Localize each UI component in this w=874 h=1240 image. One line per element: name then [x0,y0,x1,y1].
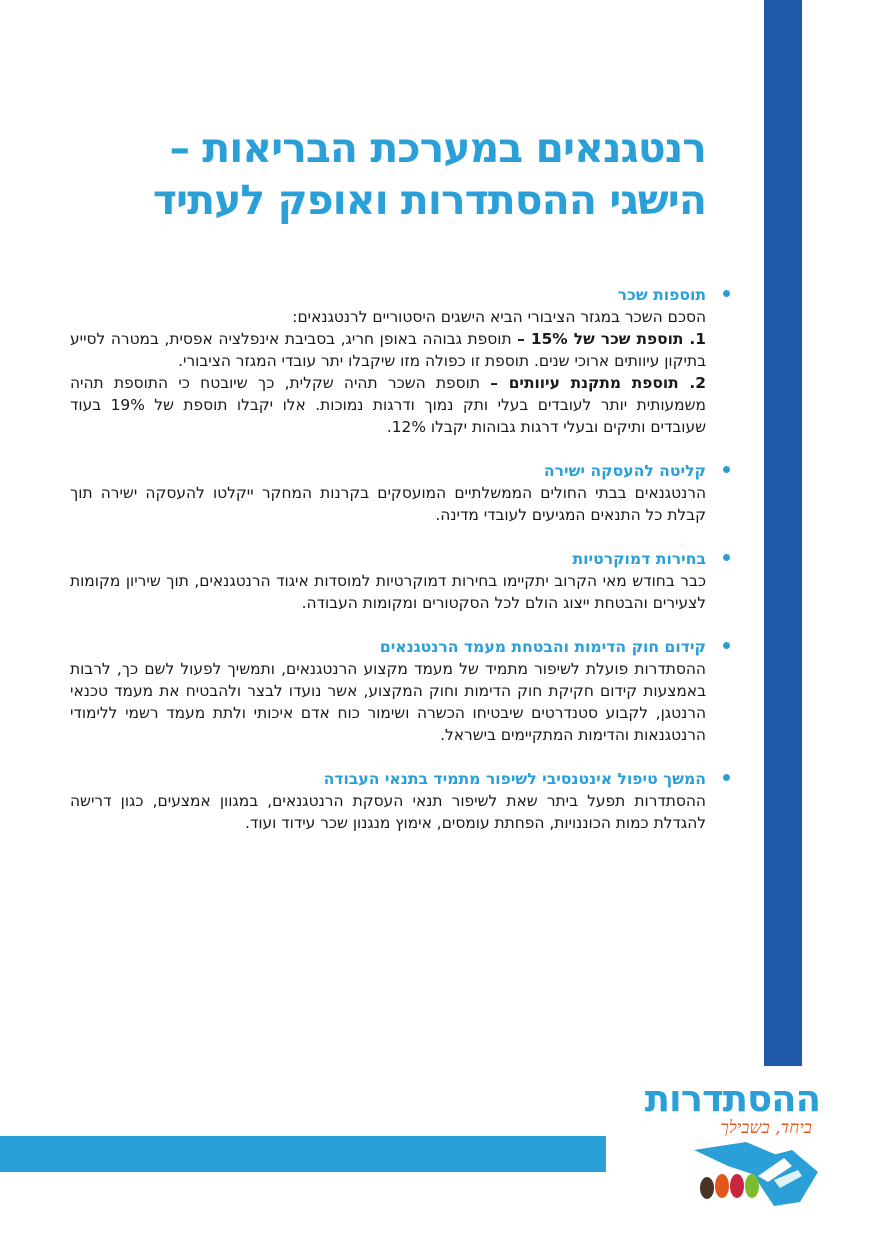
section-heading: בחירות דמוקרטיות [70,548,706,570]
title-line-1: רנטגנאים במערכת הבריאות – [169,124,706,172]
section-text: ההסתדרות תפעל ביתר שאת לשיפור תנאי העסקת הרנטגנאים, במגוון אמצעים, כגון דרישה להגדלת כמות הכוננויות, הפחתת עומסים, אימוץ מנגנון שכר עידוד ועוד. [70,792,706,832]
page-title [66,122,706,226]
section-imaging-law [70,636,706,746]
bullet-icon [723,554,730,561]
side-accent-bar [764,0,802,1066]
section-heading: קליטה להעסקה ישירה [70,460,706,482]
histadrut-logo [620,1078,820,1208]
logo-slogan: ביחד, בשבילך [720,1118,812,1138]
title-line-2: הישגי ההסתדרות ואופק לעתיד [152,176,706,224]
bullet-icon [723,466,730,473]
section-text: הרנטגנאים בבתי החולים הממשלתיים המועסקים בקרנות המחקר ייקלטו להעסקה ישירה תוך קבלת כל התנאים המגיעים לעובדי מדינה. [70,484,706,524]
content-body [70,284,706,856]
section-elections [70,548,706,614]
section-salary [70,284,706,438]
logo-name: ההסתדרות [644,1077,820,1120]
section-heading: תוספות שכר [70,284,706,306]
section-heading: המשך טיפול אינטנסיבי לשיפור מתמיד בתנאי העבודה [70,768,706,790]
section-item-1: 1. תוספת שכר של 15% – תוספת גבוהה באופן חריג, בסביבת אינפלציה אפסית, במטרה לסייע בתיקון עיוותים ארוכי שנים. תוספת זו כפולה מזו שיקבלו יתר עובדי המגזר הציבורי. [70,330,706,370]
section-heading: קידום חוק הדימות והבטחת מעמד הרנטגנאים [70,636,706,658]
section-text: כבר בחודש מאי הקרוב יתקיימו בחירות דמוקרטיות למוסדות איגוד הרנטגנאים, תוך שיריון מקומות לצעירים והבטחת ייצוג הולם לכל הסקטורים ומקומות העבודה. [70,572,706,612]
section-intro: הסכם השכר במגזר הציבורי הביא הישגים היסטוריים לרנטגנאים: [292,308,706,326]
bottom-accent-bar [0,1136,606,1172]
bullet-icon [723,290,730,297]
section-direct-employment [70,460,706,526]
section-item-2: 2. תוספת מתקנת עיוותים – תוספת השכר תהיה שקלית, כך שיובטח כי התוספת תהיה משמעותית יותר לעובדים בעלי ותק נמוך ודרגות נמוכות. אלו יקבלו תוספת של 19% בעוד שעובדים ותיקים ובעלי דרגות גבוהות יקבלו 12%. [70,374,706,436]
bullet-icon [723,774,730,781]
bullet-icon [723,642,730,649]
fingers-icon [698,1166,768,1202]
section-work-conditions [70,768,706,834]
section-text: ההסתדרות פועלת לשיפור מתמיד של מעמד מקצוע הרנטגנאים, ותמשיך לפעול לשם כך, לרבות באמצעות קידום חקיקת חוק הדימות וחוק המקצוע, אשר נועדו לבצר ולהבטיח את מעמד טכנאי הרנטגן, לקבוע סטנדרטים שיבטיחו הכשרה ושימור כוח אדם איכותי ולתת מעמד רשמי ללימודי הרנטגנאות והדימות המתקיימים בישראל. [70,660,706,744]
